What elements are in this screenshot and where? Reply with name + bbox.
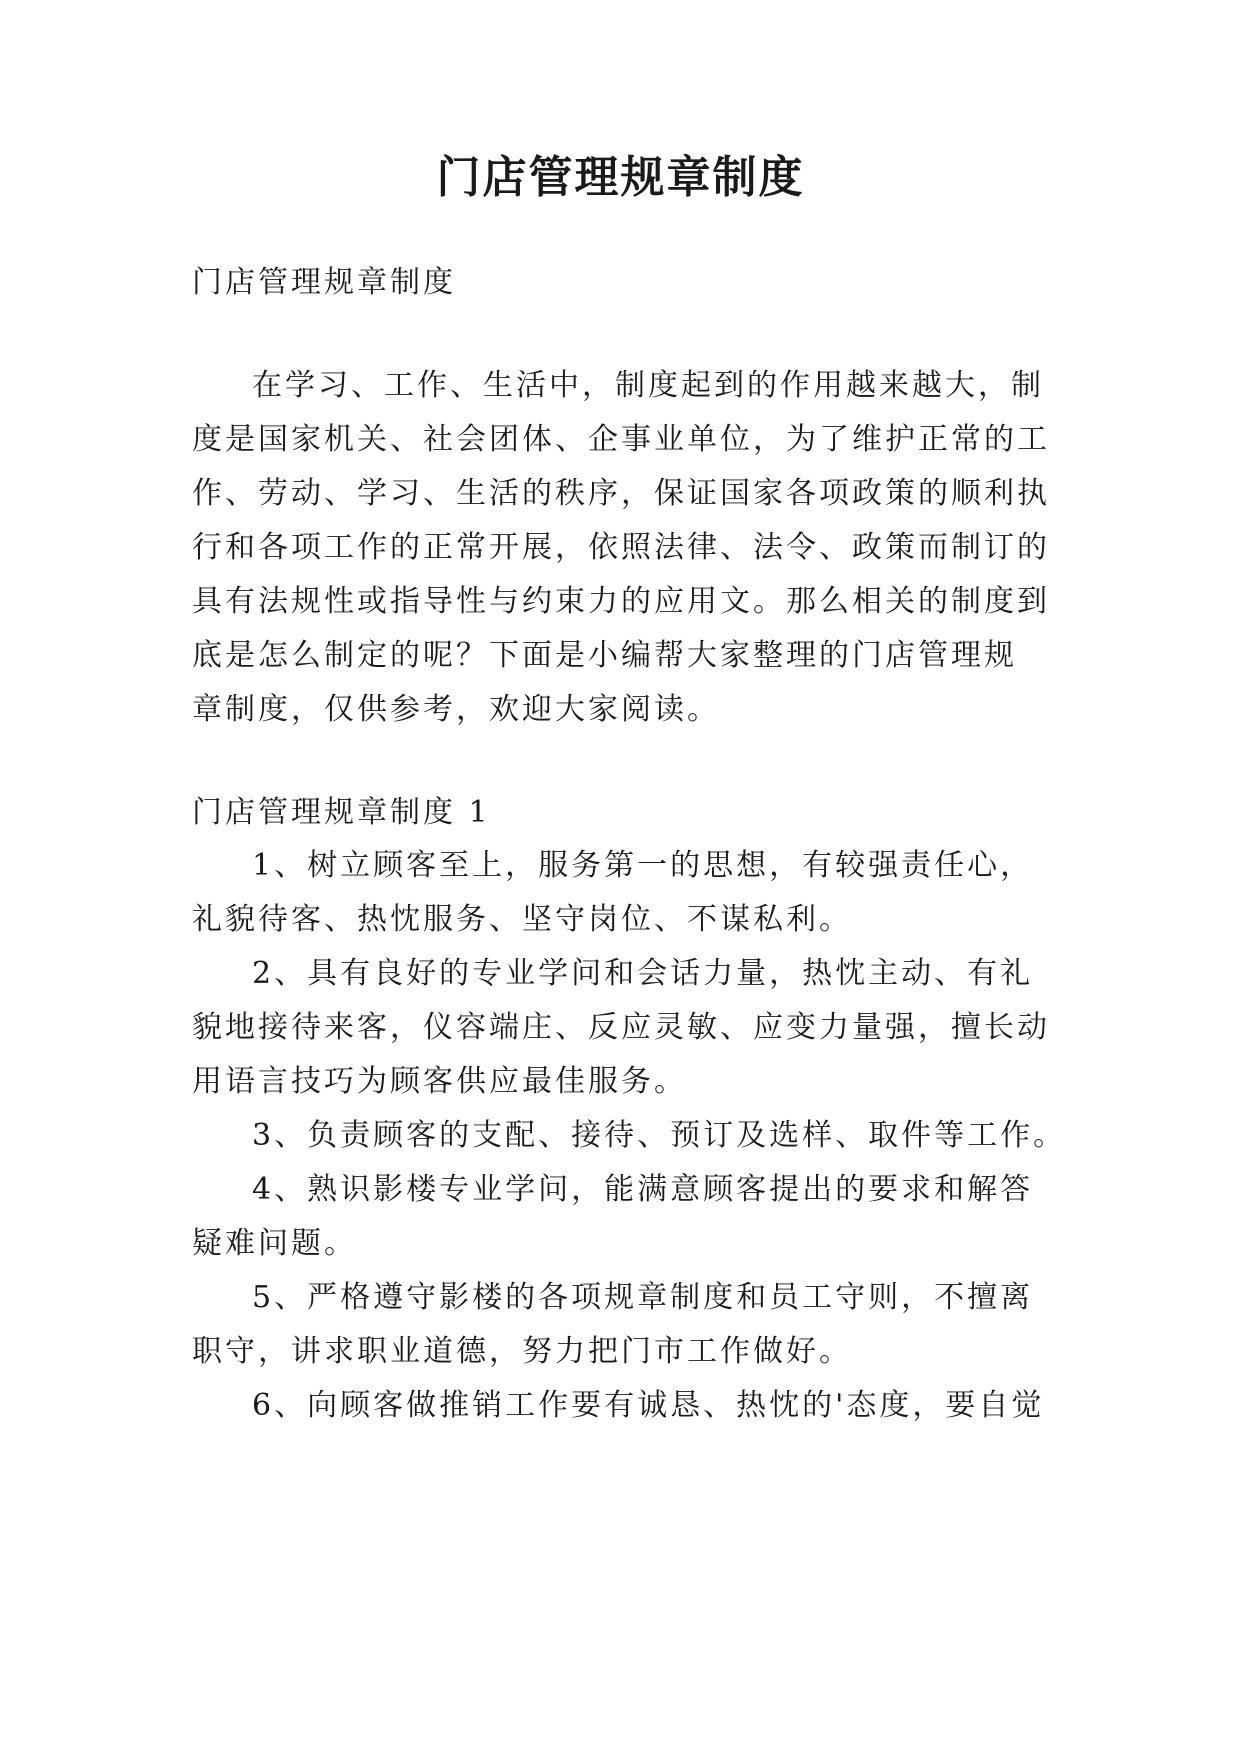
intro-line: 在学习、工作、生活中，制度起到的作用越来越大，制: [252, 368, 1044, 403]
document-title: 门店管理规章制度: [436, 152, 805, 203]
section-heading: 门店管理规章制度 1: [192, 795, 491, 830]
rule-line: 用语言技巧为顾客供应最佳服务。: [192, 1064, 687, 1099]
intro-line: 具有法规性或指导性与约束力的应用文。那么相关的制度到: [192, 584, 1050, 619]
intro-line: 行和各项工作的正常开展，依照法律、法令、政策而制订的: [192, 530, 1050, 565]
rule-line: 职守，讲求职业道德，努力把门市工作做好。: [192, 1334, 852, 1369]
rule-line: 貌地接待来客，仪容端庄、反应灵敏、应变力量强，擅长动: [192, 1010, 1050, 1045]
intro-line: 度是国家机关、社会团体、企事业单位，为了维护正常的工: [192, 422, 1050, 457]
document-subtitle: 门店管理规章制度: [192, 265, 456, 300]
intro-line: 章制度，仅供参考，欢迎大家阅读。: [192, 692, 720, 727]
intro-line: 底是怎么制定的呢？下面是小编帮大家整理的门店管理规: [192, 638, 1017, 673]
rule-line: 礼貌待客、热忱服务、坚守岗位、不谋私利。: [192, 902, 852, 937]
rule-line: 6、向顾客做推销工作要有诚恳、热忱的'态度，要自觉: [252, 1388, 1045, 1423]
rule-line: 3、负责顾客的支配、接待、预订及选样、取件等工作。: [252, 1118, 1067, 1153]
rule-line: 1、树立顾客至上，服务第一的思想，有较强责任心，: [252, 848, 1034, 883]
intro-line: 作、劳动、学习、生活的秩序，保证国家各项政策的顺利执: [192, 476, 1050, 511]
rule-line: 疑难问题。: [192, 1226, 357, 1261]
rule-line: 4、熟识影楼专业学问，能满意顾客提出的要求和解答: [252, 1172, 1034, 1207]
rule-line: 2、具有良好的专业学问和会话力量，热忱主动、有礼: [252, 956, 1034, 991]
rule-line: 5、严格遵守影楼的各项规章制度和员工守则，不擅离: [252, 1280, 1034, 1315]
